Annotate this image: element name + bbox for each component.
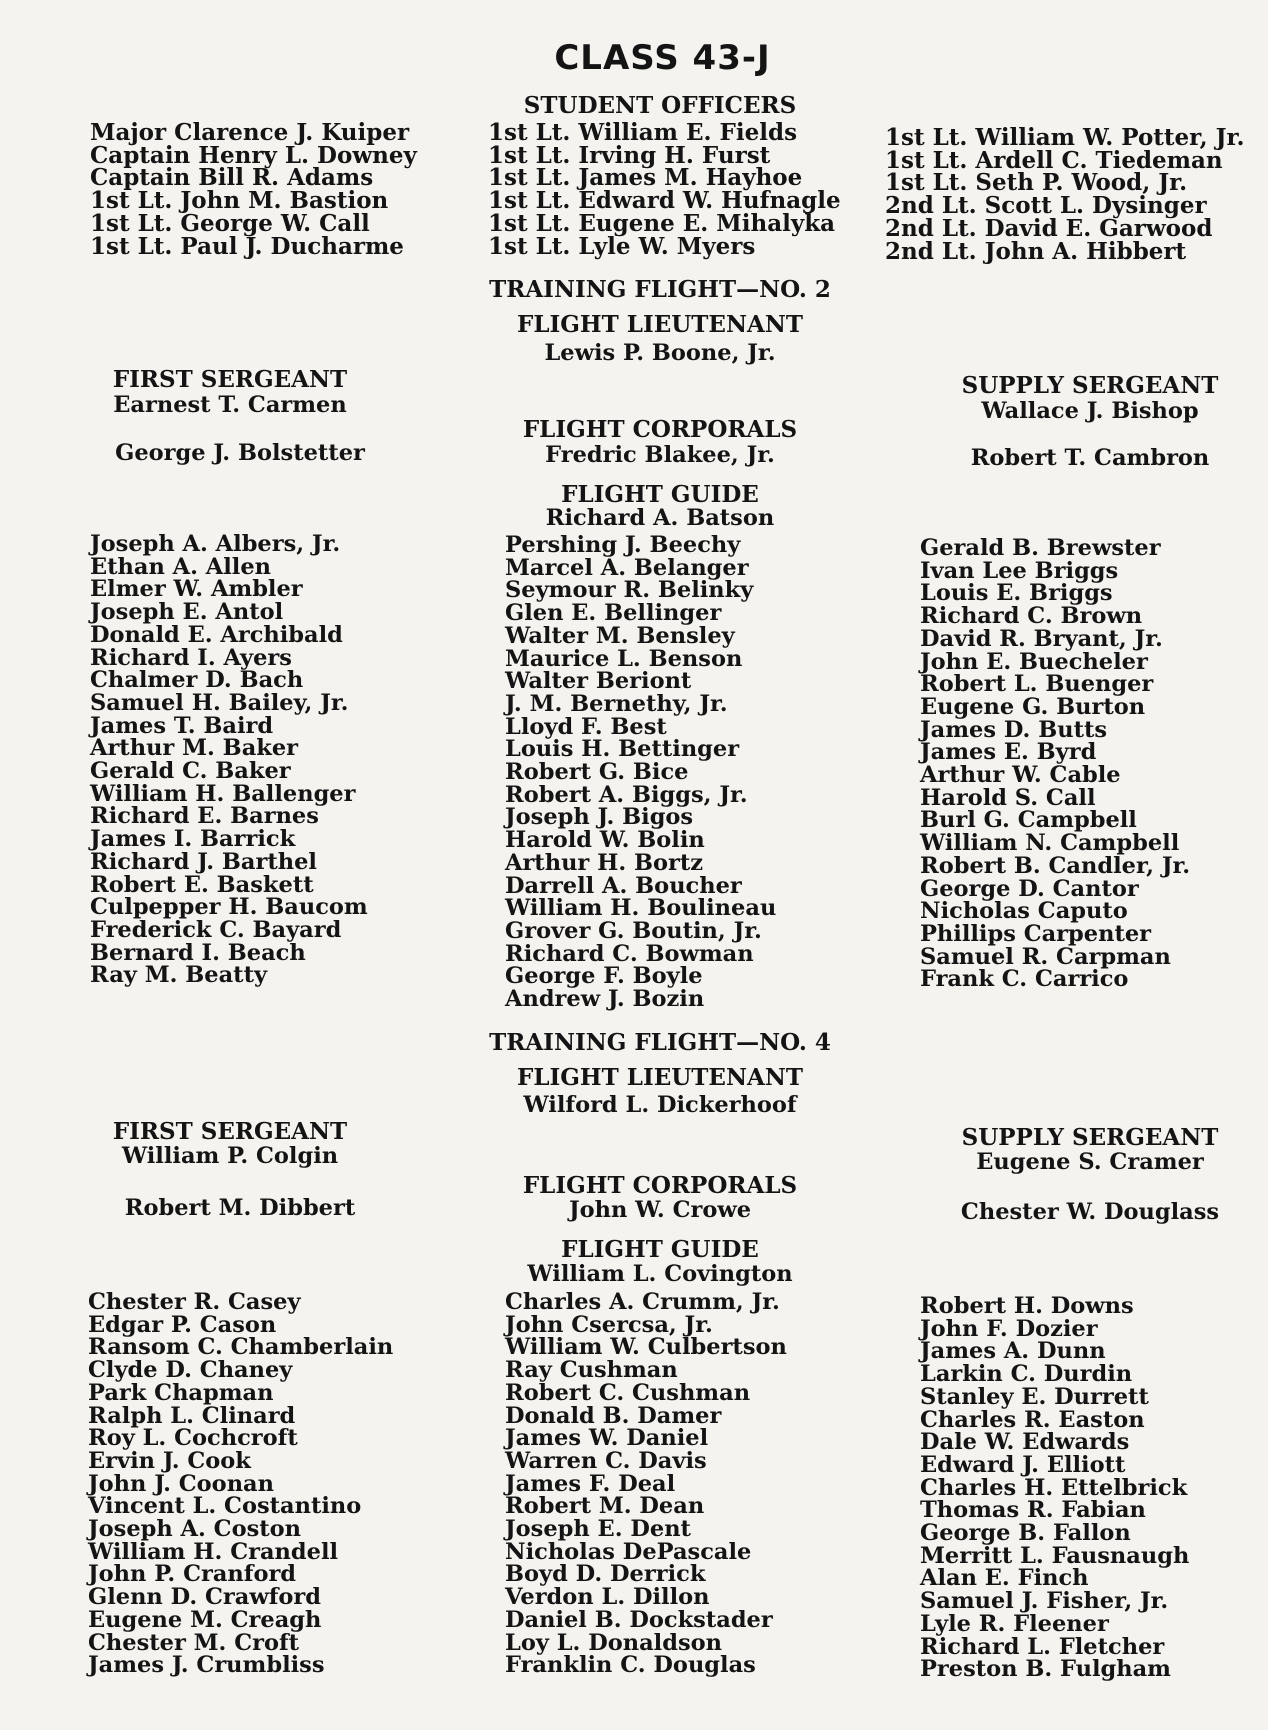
roster-name: 1st Lt. Paul J. Ducharme (90, 232, 404, 260)
roster-name: Burl G. Campbell (920, 807, 1137, 834)
roster-name: John Csercsa, Jr. (505, 1311, 713, 1338)
roster-name: Robert H. Downs (920, 1293, 1134, 1319)
roster-name: Grover G. Boutin, Jr. (505, 917, 762, 944)
roster-name: Maurice L. Benson (505, 645, 743, 672)
roster-name: 1st Lt. Ardell C. Tiedeman (885, 146, 1223, 174)
roster-name: Edward J. Elliott (920, 1451, 1126, 1478)
roster-name: Ervin J. Cook (88, 1447, 251, 1474)
roster-name: William H. Boulineau (505, 895, 777, 922)
roster-name: Nicholas Caputo (920, 898, 1128, 925)
roster-name: Clyde D. Chaney (88, 1357, 293, 1384)
roster-name: Frank C. Carrico (920, 966, 1129, 993)
flight2-supply-sergeant: Wallace J. Bishop (981, 398, 1199, 424)
roster-name: Preston B. Fulgham (920, 1656, 1171, 1683)
roster-name: Donald E. Archibald (90, 621, 343, 648)
roster-name: Ralph L. Clinard (88, 1402, 296, 1429)
flight4-lieutenant: Wilford L. Dickerhoof (523, 1092, 797, 1118)
roster-name: Arthur M. Baker (90, 735, 299, 762)
roster-name: James F. Deal (505, 1470, 676, 1497)
roster-name: Joseph E. Dent (505, 1516, 691, 1543)
flight2-col2 (505, 534, 776, 1011)
roster-name: Joseph E. Antol (90, 599, 284, 626)
roster-name: Robert L. Buenger (920, 671, 1154, 698)
roster-name: Boyd D. Derrick (505, 1561, 706, 1588)
roster-name: John F. Dozier (920, 1315, 1098, 1342)
roster-name: 1st Lt. Irving H. Furst (488, 141, 771, 169)
roster-name: James E. Byrd (920, 739, 1097, 766)
roster-name: Marcel A. Belanger (505, 554, 749, 581)
roster-name: Louis E. Briggs (920, 580, 1113, 607)
roster-name: Charles R. Easton (920, 1406, 1145, 1433)
roster-name: James D. Butts (920, 716, 1108, 743)
roster-name: 1st Lt. James M. Hayhoe (488, 164, 803, 192)
roster-name: Bernard I. Beach (90, 939, 306, 966)
roster-name: Ray Cushman (505, 1357, 678, 1384)
roster-name: William W. Culbertson (505, 1334, 787, 1361)
roster-name: James I. Barrick (90, 826, 296, 853)
roster-name: William N. Campbell (920, 830, 1180, 857)
roster-name: Charles A. Crumm, Jr. (505, 1289, 780, 1315)
roster-name: Robert B. Candler, Jr. (920, 852, 1191, 879)
flight4-supply-sergeant-label: SUPPLY SERGEANT (961, 1124, 1219, 1151)
roster-name: Joseph J. Bigos (505, 804, 694, 831)
roster-name: 1st Lt. Lyle W. Myers (488, 232, 756, 260)
roster-name: Samuel R. Carpman (920, 943, 1171, 970)
roster-name: Harold S. Call (920, 784, 1096, 811)
student-officers-heading: STUDENT OFFICERS (523, 92, 797, 119)
flight2-lieutenant: Lewis P. Boone, Jr. (544, 340, 776, 366)
roster-name: Walter Beriont (505, 668, 692, 695)
roster-name: James J. Crumbliss (88, 1652, 325, 1679)
flight2-corporal: Fredric Blakee, Jr. (545, 442, 775, 468)
roster-name: Arthur W. Cable (920, 762, 1121, 789)
roster-name: Daniel B. Dockstader (505, 1606, 773, 1633)
roster-name: Richard C. Brown (920, 603, 1143, 630)
roster-name: Captain Henry L. Downey (90, 141, 417, 169)
roster-name: Ivan Lee Briggs (920, 557, 1119, 584)
roster-name: Stanley E. Durrett (920, 1383, 1149, 1410)
roster-name: 1st Lt. Seth P. Wood, Jr. (885, 169, 1188, 197)
flight2-supply-sergeant-label: SUPPLY SERGEANT (961, 372, 1219, 399)
roster-name: Gerald C. Baker (90, 758, 291, 785)
roster-name: Andrew J. Bozin (505, 986, 705, 1013)
roster-name: 1st Lt. Eugene E. Mihalyka (488, 209, 836, 237)
flight4-col3 (920, 1295, 1189, 1681)
roster-name: Robert A. Biggs, Jr. (505, 781, 748, 808)
roster-name: George F. Boyle (505, 963, 703, 990)
flight4-first-sergeant-label: FIRST SERGEANT (112, 1118, 348, 1145)
roster-name: Eugene M. Creagh (88, 1606, 322, 1633)
roster-name: Gerald B. Brewster (920, 535, 1161, 561)
roster-name: Richard L. Fletcher (920, 1633, 1165, 1660)
roster-name: George B. Fallon (920, 1520, 1131, 1547)
roster-name: Arthur H. Bortz (505, 849, 704, 876)
roster-name: Walter M. Bensley (505, 622, 735, 649)
roster-name: Frederick C. Bayard (90, 916, 342, 943)
roster-name: Captain Bill R. Adams (90, 164, 374, 192)
roster-name: George D. Cantor (920, 875, 1139, 902)
roster-name: 1st Lt. John M. Bastion (90, 187, 389, 215)
roster-name: Eugene G. Burton (920, 693, 1146, 720)
roster-name: Vincent L. Costantino (88, 1493, 362, 1520)
roster-name: James W. Daniel (505, 1425, 709, 1452)
roster-name: Ray M. Beatty (90, 962, 268, 989)
flight2-left-extra: George J. Bolstetter (115, 440, 365, 466)
roster-name: Merritt L. Fausnaugh (920, 1542, 1190, 1569)
roster-name: Major Clarence J. Kuiper (90, 119, 410, 146)
roster-name: Charles H. Ettelbrick (920, 1474, 1188, 1501)
roster-name: Donald B. Damer (505, 1402, 722, 1429)
roster-name: Robert M. Dean (505, 1493, 705, 1520)
flight4-col1 (88, 1291, 393, 1677)
roster-name: Joseph A. Coston (88, 1516, 302, 1543)
flight4-left-extra: Robert M. Dibbert (124, 1195, 356, 1221)
roster-name: 1st Lt. George W. Call (90, 209, 370, 237)
flight2-heading: TRAINING FLIGHT—NO. 2 (489, 276, 831, 303)
roster-name: James T. Baird (90, 712, 274, 739)
roster-name: Ransom C. Chamberlain (88, 1334, 394, 1361)
roster-name: Louis H. Bettinger (505, 736, 740, 763)
roster-name: J. M. Bernethy, Jr. (505, 690, 728, 717)
flight4-corporals-label: FLIGHT CORPORALS (522, 1172, 798, 1199)
roster-name: Harold W. Bolin (505, 827, 705, 854)
roster-name: Chester R. Casey (88, 1289, 301, 1315)
roster-name: Lyle R. Fleener (920, 1610, 1109, 1637)
roster-name: James A. Dunn (920, 1338, 1106, 1365)
roster-name: 2nd Lt. John A. Hibbert (885, 237, 1187, 265)
roster-name: Edgar P. Cason (88, 1311, 277, 1338)
flight2-col3 (920, 537, 1190, 991)
flight2-guide: Richard A. Batson (545, 505, 775, 531)
roster-name: Richard C. Bowman (505, 940, 754, 967)
roster-name: 1st Lt. William W. Potter, Jr. (885, 124, 1245, 151)
roster-name: 2nd Lt. Scott L. Dysinger (885, 192, 1207, 220)
roster-name: Dale W. Edwards (920, 1429, 1130, 1456)
roster-name: Park Chapman (88, 1379, 274, 1406)
roster-name: Culpepper H. Baucom (90, 894, 368, 921)
roster-name: Phillips Carpenter (920, 920, 1152, 947)
flight2-right-extra: Robert T. Cambron (970, 445, 1210, 471)
roster-name: Richard I. Ayers (90, 644, 292, 671)
flight4-lieutenant-label: FLIGHT LIEUTENANT (517, 1064, 803, 1091)
roster-name: William H. Ballenger (90, 780, 356, 807)
roster-name: Glen E. Bellinger (505, 600, 722, 627)
roster-name: John J. Coonan (88, 1470, 274, 1497)
roster-name: David R. Bryant, Jr. (920, 625, 1163, 652)
roster-name: Samuel J. Fisher, Jr. (920, 1588, 1169, 1615)
student-officers-col2 (488, 119, 841, 260)
roster-name: Chalmer D. Bach (90, 667, 304, 694)
roster-name: Robert C. Cushman (505, 1379, 751, 1406)
roster-name: Darrell A. Boucher (505, 872, 742, 899)
flight4-guide: William L. Covington (527, 1261, 793, 1287)
roster-name: Joseph A. Albers, Jr. (90, 531, 341, 557)
roster-name: Lloyd F. Best (505, 713, 667, 740)
roster-name: Richard E. Barnes (90, 803, 319, 830)
flight2-first-sergeant: Earnest T. Carmen (113, 392, 347, 418)
roster-name: 1st Lt. William E. Fields (488, 119, 798, 146)
roster-name: William H. Crandell (88, 1538, 339, 1565)
flight2-col1 (90, 533, 368, 987)
flight4-first-sergeant: William P. Colgin (121, 1143, 339, 1169)
roster-name: Thomas R. Fabian (920, 1497, 1146, 1524)
roster-name: Chester M. Croft (88, 1629, 300, 1656)
roster-name: Glenn D. Crawford (88, 1584, 321, 1611)
roster-name: John E. Buecheler (920, 648, 1148, 675)
flight2-guide-label: FLIGHT GUIDE (561, 481, 759, 508)
roster-name: Alan E. Finch (920, 1565, 1089, 1592)
student-officers-col1 (90, 119, 417, 260)
roster-name: John P. Cranford (88, 1561, 297, 1588)
roster-name: Robert G. Bice (505, 759, 689, 786)
flight4-col2 (505, 1291, 787, 1677)
roster-name: 1st Lt. Edward W. Hufnagle (488, 187, 841, 215)
flight4-heading: TRAINING FLIGHT—NO. 4 (489, 1029, 831, 1056)
roster-name: Loy L. Donaldson (505, 1629, 722, 1656)
roster-name: Seymour R. Belinky (505, 577, 754, 604)
roster-name: Larkin C. Durdin (920, 1361, 1133, 1388)
roster-name: Richard J. Barthel (90, 848, 317, 875)
flight4-corporal: John W. Crowe (568, 1197, 752, 1223)
page-title: CLASS 43-J (554, 38, 771, 78)
roster-name: Elmer W. Ambler (90, 576, 303, 603)
roster-name: Pershing J. Beechy (505, 532, 741, 558)
roster-name: Warren C. Davis (505, 1447, 707, 1474)
roster-name: Franklin C. Douglas (505, 1652, 756, 1679)
roster-name: Robert E. Baskett (90, 871, 314, 898)
flight2-corporals-label: FLIGHT CORPORALS (522, 416, 798, 443)
flight4-right-extra: Chester W. Douglass (960, 1199, 1220, 1225)
student-officers-col3 (885, 124, 1245, 265)
flight4-supply-sergeant: Eugene S. Cramer (976, 1149, 1204, 1175)
roster-name: 2nd Lt. David E. Garwood (885, 214, 1213, 242)
flight2-lieutenant-label: FLIGHT LIEUTENANT (517, 311, 803, 338)
roster-name: Roy L. Cochcroft (88, 1425, 298, 1452)
roster-name: Samuel H. Bailey, Jr. (90, 689, 349, 716)
roster-name: Ethan A. Allen (90, 553, 272, 580)
roster-name: Verdon L. Dillon (505, 1584, 710, 1611)
flight4-guide-label: FLIGHT GUIDE (561, 1236, 759, 1263)
flight2-first-sergeant-label: FIRST SERGEANT (112, 366, 348, 393)
roster-name: Nicholas DePascale (505, 1538, 752, 1565)
